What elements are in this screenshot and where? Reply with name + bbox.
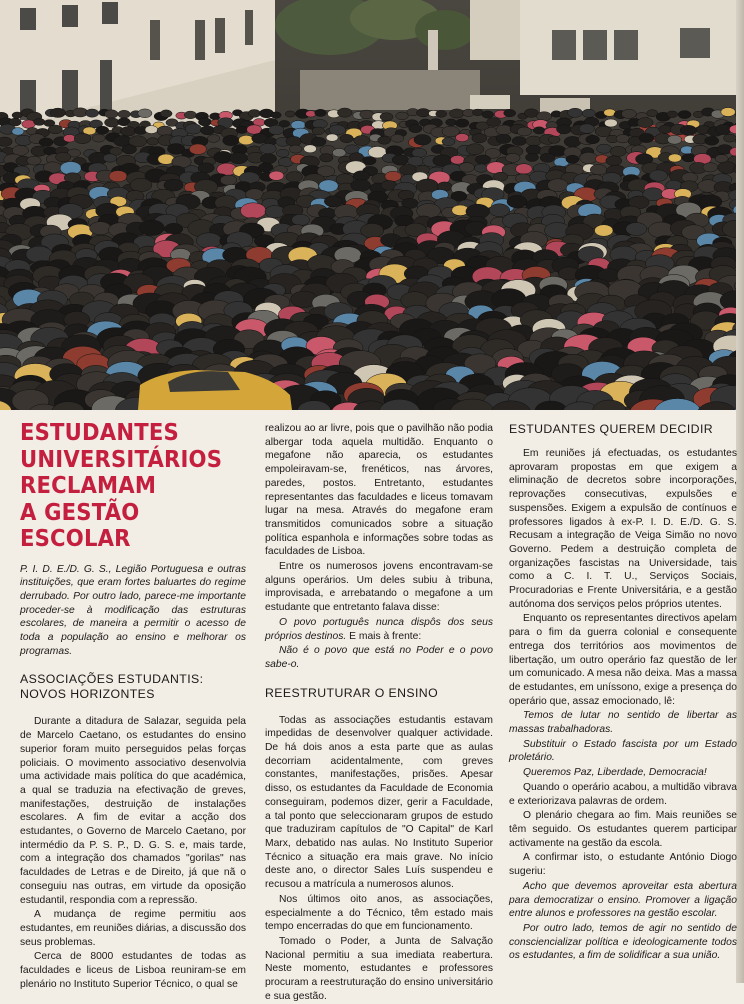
column-1	[20, 420, 246, 992]
umbrella	[247, 125, 262, 134]
umbrella	[506, 153, 521, 162]
umbrella	[27, 156, 41, 165]
umbrella	[459, 163, 474, 173]
crowd-with-umbrellas-image	[0, 0, 744, 410]
paragraph: Em reuniões já efectuadas, os estudantes aprovaram propostas em que exigem a eliminação de decretos sobre incorporações, reprovações consecutivas, expulsões e suspensões. Exigem a expulsão de contínuos e professores ligados à ex-P. I. D. E./D. G. S. Recusam a integração de Veiga Simão no novo Governo. Pedem a destruição completa de organizações fascistas na Universidade, tais como a C. I. T. U., Serviços Sociais, Procuradorias e Frente Universitária, e a gestão autónoma dos serviços pelos próprios utentes.	[509, 447, 737, 611]
umbrella	[63, 135, 75, 143]
umbrella	[648, 222, 674, 238]
umbrella	[22, 120, 36, 128]
umbrella	[724, 134, 737, 142]
umbrella	[354, 136, 370, 146]
umbrella	[533, 127, 545, 134]
umbrella	[409, 125, 422, 133]
umbrella	[118, 110, 131, 118]
umbrella	[240, 203, 266, 219]
umbrella	[504, 109, 516, 116]
umbrella	[466, 144, 484, 155]
umbrella	[668, 154, 681, 162]
umbrella	[590, 165, 607, 175]
umbrella	[455, 119, 469, 127]
umbrella	[703, 163, 718, 172]
umbrella	[595, 126, 612, 137]
umbrella	[185, 124, 202, 134]
umbrella	[48, 125, 62, 134]
umbrella	[34, 118, 45, 125]
umbrella	[103, 154, 117, 162]
paragraph: A mudança de regime permitiu aos estudantes, em reuniões diárias, a discussão dos seus problemas.	[20, 908, 246, 949]
umbrella	[306, 111, 316, 117]
page-edge	[736, 0, 744, 983]
umbrella	[74, 133, 91, 143]
column-2	[265, 422, 493, 1004]
lead-paragraph: P. I. D. E./D. G. S., Legião Portuguesa e outras instituições, que eram fortes baluartes do regime derrubado. Por outro lado, parece-me importante proceder-se à modificação das estruturas escolares, de maneira a permitir o acesso de toda a população ao ensino e melhorar os programas.	[20, 563, 246, 659]
umbrella	[526, 136, 542, 146]
umbrella	[442, 138, 455, 146]
umbrella	[715, 155, 728, 163]
umbrella	[189, 144, 206, 155]
umbrella	[417, 109, 431, 117]
umbrella	[472, 134, 487, 143]
quote: Substituir o Estado fascista por um Estado proletário.	[509, 738, 737, 765]
section-title-line-2: NOVOS HORIZONTES	[20, 687, 155, 701]
paragraph: Entre os numerosos jovens encontravam-se alguns operários. Um deles subiu à tribuna, improvisada, e arrebatando o megafone a um estudante que entretanto falava disse:	[265, 560, 493, 615]
umbrella	[276, 149, 289, 157]
umbrella	[705, 136, 719, 145]
umbrella	[557, 125, 572, 134]
umbrella	[311, 137, 326, 146]
umbrella	[145, 126, 158, 134]
umbrella	[109, 171, 127, 182]
umbrella	[269, 125, 284, 135]
umbrella	[105, 110, 119, 118]
umbrella	[198, 118, 211, 126]
umbrella	[517, 127, 531, 136]
paragraph: Durante a ditadura de Salazar, seguida pela de Marcelo Caetano, os estudantes do ensino superior foram muito perseguidos pelas forças policiais. O movimento associativo desenvolvia uma actividade mais política do que académica, a qual se traduzia na efectivação de greves, manifestações, destruição de instalações escolares. A fim de evitar a acção dos estudantes, o Governo de Marcelo Caetano, por intermédio da P. S. P., D. G. S. e, mais tarde, com a integração dos chamados "gorilas" nas faculdades de Letras e de Direito, já que nã o conseguiu nas outras, em virtude da oposição estudantil, respondia com a repressão.	[20, 715, 246, 907]
paragraph: Tomado o Poder, a Junta de Salvação Nacional permitiu a sua imediata reabertura. Neste momento, estudantes e professores procuram a reestruturação do ensino universitário e sua gestão.	[265, 935, 493, 1004]
umbrella	[271, 112, 281, 118]
umbrella	[312, 127, 325, 135]
umbrella	[39, 138, 53, 147]
umbrella	[566, 155, 579, 163]
umbrella	[450, 109, 465, 118]
paragraph: Nos últimos oito anos, as associações, especialmente a do Técnico, têm estado mais tempo encerradas do que em funcionamento.	[265, 893, 493, 934]
quote: Temos de lutar no sentido de libertar as massas trabalhadoras.	[509, 709, 737, 736]
umbrella	[260, 154, 276, 164]
quote: Queremos Paz, Liberdade, Democracia!	[509, 766, 737, 780]
headline-line-4: A GESTÃO ESCOLAR	[20, 500, 250, 553]
paragraph: Quando o operário acabou, a multidão vibrava e exteriorizava palavras de ordem.	[509, 781, 737, 808]
umbrella	[230, 153, 248, 164]
umbrella	[436, 111, 447, 118]
umbrella	[26, 246, 52, 262]
paragraph: Enquanto os representantes directivos apelam para o fim da guerra colonial e consequente entrega dos territórios aos movimentos de libertação, um outro operário faz questão de ler um comunicado. A mesa não deixa. Mas a massa de estudantes, em uníssono, exige a presença do operário que, assaz emocionado, lê:	[509, 612, 737, 708]
umbrella	[105, 118, 120, 127]
umbrella	[667, 111, 678, 118]
umbrella	[597, 144, 612, 153]
umbrella	[496, 125, 512, 135]
umbrella	[207, 135, 220, 143]
umbrella	[157, 126, 173, 136]
umbrella	[289, 145, 302, 153]
umbrella	[568, 108, 583, 117]
umbrella	[446, 119, 457, 126]
umbrella	[456, 134, 469, 142]
umbrella	[621, 109, 636, 118]
umbrella	[0, 137, 12, 146]
umbrella	[196, 233, 221, 249]
umbrella	[586, 135, 600, 144]
umbrella	[595, 225, 614, 237]
umbrella	[414, 135, 431, 146]
umbrella	[184, 111, 196, 119]
headline-line-2: UNIVERSITÁRIOS	[20, 447, 250, 474]
umbrella	[165, 223, 183, 234]
umbrella	[680, 125, 696, 135]
umbrella	[489, 204, 509, 217]
section-title-decidir: ESTUDANTES QUEREM DECIDIR	[509, 422, 737, 437]
umbrella	[540, 153, 555, 162]
umbrella	[526, 153, 539, 161]
umbrella	[392, 155, 409, 165]
umbrella	[548, 136, 560, 143]
umbrella	[412, 148, 427, 157]
umbrella	[351, 179, 371, 191]
umbrella	[516, 164, 533, 174]
umbrella	[200, 126, 214, 135]
umbrella	[56, 152, 71, 162]
quote: Acho que devemos aproveitar esta abertura para democratizar o ensino. Promover a ligação entre alunos e professores na gestão escolar.	[509, 880, 737, 921]
umbrella	[475, 155, 490, 164]
umbrella	[340, 134, 353, 142]
umbrella	[147, 138, 159, 145]
umbrella	[482, 111, 494, 118]
umbrella	[223, 135, 240, 145]
crowd-photo	[0, 0, 744, 410]
umbrella	[337, 108, 352, 117]
umbrella	[396, 112, 409, 120]
quote: O povo português nunca dispôs dos seus próprios destinos.	[265, 617, 493, 642]
umbrella	[90, 222, 111, 235]
umbrella	[236, 126, 248, 133]
section-title-associacoes	[20, 672, 246, 702]
paragraph: O plenário chegara ao fim. Mais reuniões se têm seguido. Os estudantes querem participar activamente na gestão da escola.	[509, 809, 737, 850]
umbrella	[96, 126, 109, 134]
umbrella	[265, 206, 285, 218]
paragraph: A confirmar isto, o estudante António Diogo sugeriu:	[509, 851, 737, 878]
umbrella	[285, 111, 295, 117]
paragraph: Todas as associações estudantis estavam impedidas de desenvolver qualquer actividade. De há dois anos a esta parte que as aulas decorriam acidentalmente, com greves constantes, manifestações, prisões. Apesar disso, os estudantes da Faculdade de Economia conseguiram, podemos dizer, gerir a Faculdade, a tal ponto que seleccionaram grupos de estudo que traduziram capítulos de "O Capital" de Karl Marx, debatido nas aulas. No Instituto Superior Técnico a situação era mais grave. No início deste ano, o director Sales Luís suspendeu e recusou a matrícula a numerosos alunos.	[265, 714, 493, 892]
umbrella	[140, 220, 165, 235]
quote: Por outro lado, temos de agir no sentido de consciencializar política e ideologicamente todos os estudantes, a fim de solidificar a sua união.	[509, 922, 737, 963]
umbrella	[582, 109, 595, 117]
umbrella	[121, 127, 136, 137]
umbrella	[122, 145, 137, 154]
umbrella	[50, 108, 65, 117]
umbrella	[12, 128, 24, 136]
umbrella	[524, 109, 538, 118]
umbrella	[682, 154, 695, 162]
umbrella	[160, 110, 172, 117]
quote-tail: E mais à frente:	[346, 631, 421, 642]
umbrella	[391, 134, 404, 142]
paragraph: Cerca de 8000 estudantes de todas as faculdades e liceus de Lisboa reuniram-se em plenário no Instituto Superior Técnico, o qual se	[20, 950, 246, 991]
umbrella-crowd	[0, 108, 744, 411]
umbrella	[286, 136, 302, 146]
umbrella	[304, 145, 317, 153]
umbrella	[637, 118, 653, 128]
umbrella	[292, 214, 310, 225]
umbrella	[721, 108, 736, 117]
umbrella	[130, 178, 152, 191]
umbrella	[580, 152, 598, 163]
umbrella	[610, 146, 626, 156]
umbrella	[496, 134, 511, 143]
umbrella	[320, 154, 333, 162]
column-3	[509, 422, 737, 964]
umbrella	[248, 110, 261, 118]
umbrella	[86, 109, 99, 117]
umbrella	[259, 163, 274, 172]
umbrella	[474, 164, 488, 172]
quote: Não é o povo que está no Poder e o povo sabe-o.	[265, 644, 493, 671]
umbrella	[360, 110, 374, 119]
headline-line-3: RECLAMAM	[20, 473, 250, 500]
umbrella	[315, 109, 327, 116]
umbrella	[385, 171, 402, 181]
umbrella	[378, 136, 391, 144]
umbrella	[626, 223, 647, 236]
section-title-reestruturar: REESTRUTURAR O ENSINO	[265, 686, 493, 701]
umbrella	[239, 135, 254, 145]
umbrella	[579, 124, 594, 134]
umbrella	[678, 111, 691, 119]
umbrella	[507, 195, 527, 207]
umbrella	[326, 134, 338, 141]
umbrella	[667, 135, 681, 144]
umbrella	[639, 133, 654, 142]
umbrella	[616, 135, 630, 143]
umbrella	[92, 134, 105, 142]
umbrella	[324, 196, 342, 207]
headline-line-1: ESTUDANTES	[20, 420, 250, 447]
umbrella	[269, 171, 284, 180]
umbrella	[487, 118, 501, 127]
umbrella	[220, 175, 237, 185]
umbrella	[606, 156, 622, 166]
umbrella	[450, 155, 464, 164]
umbrella	[649, 170, 667, 181]
umbrella	[380, 113, 393, 121]
umbrella	[260, 143, 277, 153]
umbrella	[198, 163, 214, 173]
umbrella	[512, 137, 527, 146]
statue	[428, 30, 438, 70]
umbrella	[138, 109, 152, 118]
umbrella	[332, 149, 346, 157]
umbrella	[548, 179, 569, 192]
section-title-line-1: ASSOCIAÇÕES ESTUDANTIS:	[20, 672, 203, 686]
paragraph: realizou ao ar livre, pois que o pavilhão não podia albergar toda aquela multidão. Enquanto o megafone não aparecia, os estudantes empoleiravam-se, frenéticos, nas árvores, paredes, postos. Entretanto, estudantes representantes das faculdades e liceus tomavam lugar na mesa. Através do megafone eram transmitidos comunicados sobre a situação política espanhola e informações sobre todas as faculdades de Lisboa.	[265, 422, 493, 559]
umbrella	[604, 119, 617, 127]
umbrella	[329, 125, 346, 135]
umbrella	[349, 153, 363, 162]
headline	[20, 420, 250, 553]
umbrella	[286, 172, 303, 182]
quote-paragraph	[265, 616, 493, 643]
